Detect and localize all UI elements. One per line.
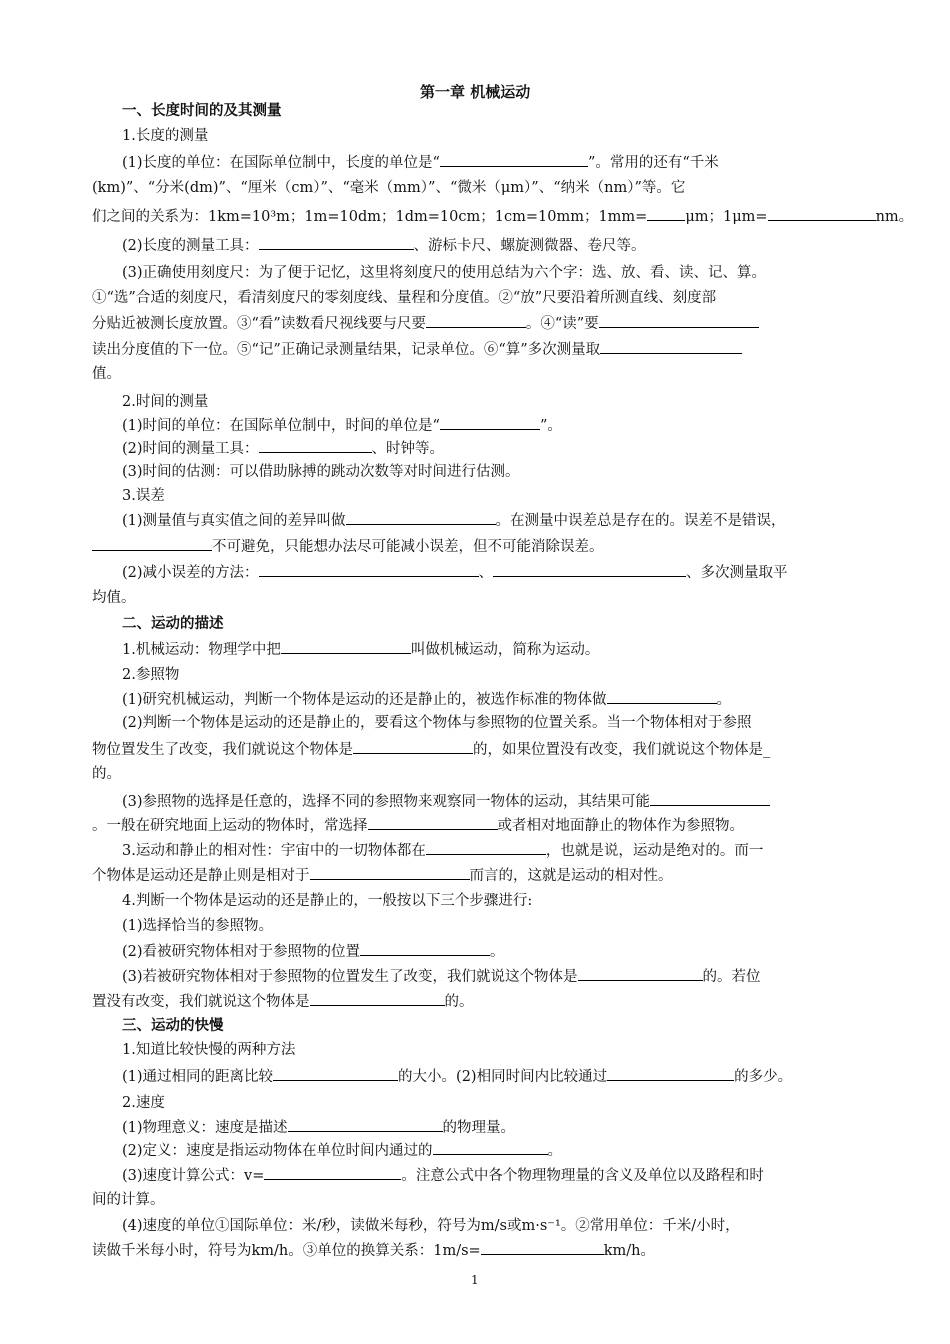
answer-blank[interactable]	[273, 1066, 398, 1081]
line-text: (1)通过相同的距离比较	[122, 1069, 274, 1085]
answer-blank[interactable]	[310, 991, 445, 1006]
line-text: ”。常用的还有“千米	[587, 155, 719, 171]
text-line	[122, 1040, 295, 1060]
line-text: (3)速度计算公式：v=	[122, 1168, 265, 1184]
line-text: 们之间的关系为：1km=10³m；1m=10dm；1dm=10cm；1cm=10mm；1mm=	[92, 209, 648, 225]
line-text: (2)定义：速度是指运动物体在单位时间内通过的	[122, 1143, 433, 1159]
line-text: 3.误差	[122, 488, 165, 504]
answer-blank[interactable]	[578, 966, 703, 981]
line-text: 的。	[444, 994, 474, 1010]
text-line	[92, 339, 742, 360]
line-text: (4)速度的单位①国际单位：米/秒，读做米每秒，符号为m/s或m·s⁻¹。②常用单位：千米/小时，	[122, 1218, 740, 1234]
text-line	[92, 764, 121, 784]
answer-blank[interactable]	[353, 739, 473, 754]
line-text: 。	[716, 692, 732, 708]
line-text: 1.知道比较快慢的两种方法	[122, 1042, 296, 1058]
text-line	[122, 689, 731, 710]
line-text: (3)参照物的选择是任意的，选择不同的参照物来观察同一物体的运动，其结果可能	[122, 794, 651, 810]
line-text: 或者相对地面静止的物体作为参照物。	[497, 818, 744, 834]
answer-blank[interactable]	[440, 415, 540, 430]
line-text: 的。若位	[702, 969, 761, 985]
answer-blank[interactable]	[599, 313, 759, 328]
line-text: 。注意公式中各个物理物理量的含义及单位以及路程和时	[401, 1168, 764, 1184]
line-text: (1)研究机械运动，判断一个物体是运动的还是静止的，被选作标准的物体做	[122, 692, 607, 708]
text-line	[122, 462, 520, 482]
line-text: 2.时间的测量	[122, 394, 209, 410]
text-line	[122, 614, 224, 634]
text-line	[122, 126, 208, 146]
text-line	[92, 588, 136, 608]
text-line	[92, 1240, 655, 1261]
answer-blank[interactable]	[433, 1140, 548, 1155]
answer-blank[interactable]	[310, 865, 470, 880]
answer-blank[interactable]	[360, 941, 490, 956]
line-text: ①“选”合适的刻度尺，看清刻度尺的零刻度线、量程和分度值。②“放”尺要沿着所测直线、刻度部	[92, 290, 717, 306]
text-line	[122, 438, 444, 459]
text-line	[122, 263, 766, 283]
line-text: 2.参照物	[122, 667, 180, 683]
text-line	[122, 840, 763, 861]
line-text: 、	[478, 565, 494, 581]
line-text: 置没有改变，我们就说这个物体是	[92, 994, 310, 1010]
text-line	[122, 510, 786, 531]
line-text: km/h。	[603, 1243, 655, 1259]
line-text: μm；1μm=	[685, 209, 768, 225]
page-number: 1	[471, 1273, 479, 1287]
text-line	[92, 865, 673, 886]
line-text: (3)若被研究物体相对于参照物的位置发生了改变，我们就说这个物体是	[122, 969, 578, 985]
line-text: ”。	[539, 418, 562, 434]
text-line	[92, 206, 913, 227]
line-text: (1)选择恰当的参照物。	[122, 918, 274, 934]
line-text: (2)看被研究物体相对于参照物的位置	[122, 944, 361, 960]
text-line	[122, 392, 208, 412]
line-text: 物位置发生了改变，我们就说这个物体是	[92, 742, 353, 758]
line-text: ，也就是说，运动是绝对的。而一	[545, 843, 764, 859]
text-line	[122, 1216, 740, 1236]
answer-blank[interactable]	[600, 339, 742, 354]
line-text: 的物理量。	[442, 1120, 516, 1136]
line-text: 的多少。	[734, 1069, 793, 1085]
answer-blank[interactable]	[440, 152, 588, 167]
line-text: 而言的，这就是运动的相对性。	[469, 868, 673, 884]
text-line	[92, 536, 604, 557]
text-line	[92, 178, 685, 198]
text-line	[122, 101, 282, 121]
text-line	[122, 562, 788, 583]
text-line	[122, 1066, 792, 1087]
line-text: 分贴近被测长度放置。③“看”读数看尺视线要与尺要	[92, 316, 426, 332]
answer-blank[interactable]	[92, 536, 212, 551]
line-text: 1.长度的测量	[122, 128, 209, 144]
answer-blank[interactable]	[281, 639, 411, 654]
line-text: 3.运动和静止的相对性：宇宙中的一切物体都在	[122, 843, 426, 859]
line-text: nm。	[875, 209, 914, 225]
line-text: 2.速度	[122, 1095, 165, 1111]
answer-blank[interactable]	[647, 206, 685, 221]
answer-blank[interactable]	[368, 815, 498, 830]
line-text: 二、运动的描述	[122, 616, 224, 632]
text-line	[122, 1140, 562, 1161]
text-line	[92, 288, 716, 308]
line-text: 、游标卡尺、螺旋测微器、卷尺等。	[413, 238, 646, 254]
line-text: 读出分度值的下一位。⑤“记”正确记录测量结果，记录单位。⑥“算”多次测量取	[92, 342, 601, 358]
text-line	[122, 1016, 224, 1036]
chapter-title: 第一章 机械运动	[420, 83, 531, 101]
text-line	[92, 364, 121, 384]
line-text: 1.机械运动：物理学中把	[122, 642, 281, 658]
line-text: (2)判断一个物体是运动的还是静止的，要看这个物体与参照物的位置关系。当一个物体相对于参照	[122, 715, 752, 731]
line-text: (1)长度的单位：在国际单位制中，长度的单位是“	[122, 155, 440, 171]
line-text: (2)减小误差的方法：	[122, 565, 259, 581]
line-text: 值。	[92, 366, 121, 382]
line-text: 。一般在研究地面上运动的物体时，常选择	[92, 818, 368, 834]
answer-blank[interactable]	[288, 1117, 443, 1132]
answer-blank[interactable]	[426, 840, 546, 855]
text-line	[122, 791, 770, 812]
line-text: 一、长度时间的及其测量	[122, 103, 282, 119]
text-line	[122, 415, 562, 436]
answer-blank[interactable]	[607, 689, 717, 704]
line-text: (3)时间的估测：可以借助脉搏的跳动次数等对时间进行估测。	[122, 464, 520, 480]
text-line	[122, 916, 273, 936]
text-line	[92, 313, 759, 334]
line-text: 、多次测量取平	[686, 565, 788, 581]
answer-blank[interactable]	[259, 235, 414, 250]
line-text: 、时钟等。	[371, 441, 445, 457]
answer-blank[interactable]	[493, 562, 686, 577]
line-text: (3)正确使用刻度尺：为了便于记忆，这里将刻度尺的使用总结为六个字：选、放、看、读、记、算。	[122, 265, 767, 281]
line-text: 读做千米每小时，符号为km/h。③单位的换算关系：1m/s=	[92, 1243, 481, 1259]
line-text: 。在测量中误差总是存在的。误差不是错误，	[495, 513, 786, 529]
text-line	[122, 941, 505, 962]
answer-blank[interactable]	[259, 438, 372, 453]
line-text: 均值。	[92, 590, 136, 606]
line-text: (2)长度的测量工具：	[122, 238, 259, 254]
line-text: (1)物理意义：速度是描述	[122, 1120, 288, 1136]
line-text: 的，如果位置没有改变，我们就说这个物体是_	[473, 742, 771, 758]
line-text: (1)时间的单位：在国际单位制中，时间的单位是“	[122, 418, 440, 434]
line-text: (2)时间的测量工具：	[122, 441, 259, 457]
line-text: 4.判断一个物体是运动的还是静止的，一般按以下三个步骤进行:	[122, 893, 533, 909]
line-text: (1)测量值与真实值之间的差异叫做	[122, 513, 346, 529]
line-text: 的。	[92, 766, 121, 782]
answer-blank[interactable]	[650, 791, 770, 806]
answer-blank[interactable]	[264, 1165, 401, 1180]
line-text: 的大小。(2)相同时间内比较通过	[398, 1069, 608, 1085]
answer-blank[interactable]	[607, 1066, 734, 1081]
answer-blank[interactable]	[768, 206, 876, 221]
line-text: 叫做机械运动，简称为运动。	[410, 642, 600, 658]
line-text: 间的计算。	[92, 1192, 165, 1208]
text-line	[122, 665, 179, 685]
text-line	[122, 1093, 165, 1113]
text-line	[122, 235, 646, 256]
line-text: 。④“读”要	[525, 316, 599, 332]
line-text: 。	[547, 1143, 563, 1159]
line-text: 个物体是运动还是静止则是相对于	[92, 868, 310, 884]
answer-blank[interactable]	[426, 313, 526, 328]
text-line	[122, 1165, 764, 1186]
text-line	[122, 1117, 515, 1138]
text-line	[92, 991, 474, 1012]
answer-blank[interactable]	[346, 510, 496, 525]
text-line	[122, 713, 752, 733]
text-line	[122, 152, 719, 173]
answer-blank[interactable]	[259, 562, 479, 577]
text-line	[92, 815, 744, 836]
text-line	[122, 891, 532, 911]
text-line	[122, 639, 599, 660]
answer-blank[interactable]	[481, 1240, 604, 1255]
text-line	[122, 486, 165, 506]
text-line	[122, 966, 761, 987]
text-line	[92, 739, 770, 760]
line-text: 不可避免，只能想办法尽可能减小误差，但不可能消除误差。	[212, 539, 604, 555]
text-line	[92, 1190, 165, 1210]
line-text: 三、运动的快慢	[122, 1018, 224, 1034]
line-text: (km)”、“分米(dm)”、“厘米（cm）”、“毫米（mm）”、“微米（μm）”、“纳米（nm）”等。它	[92, 180, 686, 196]
line-text: 。	[490, 944, 505, 960]
